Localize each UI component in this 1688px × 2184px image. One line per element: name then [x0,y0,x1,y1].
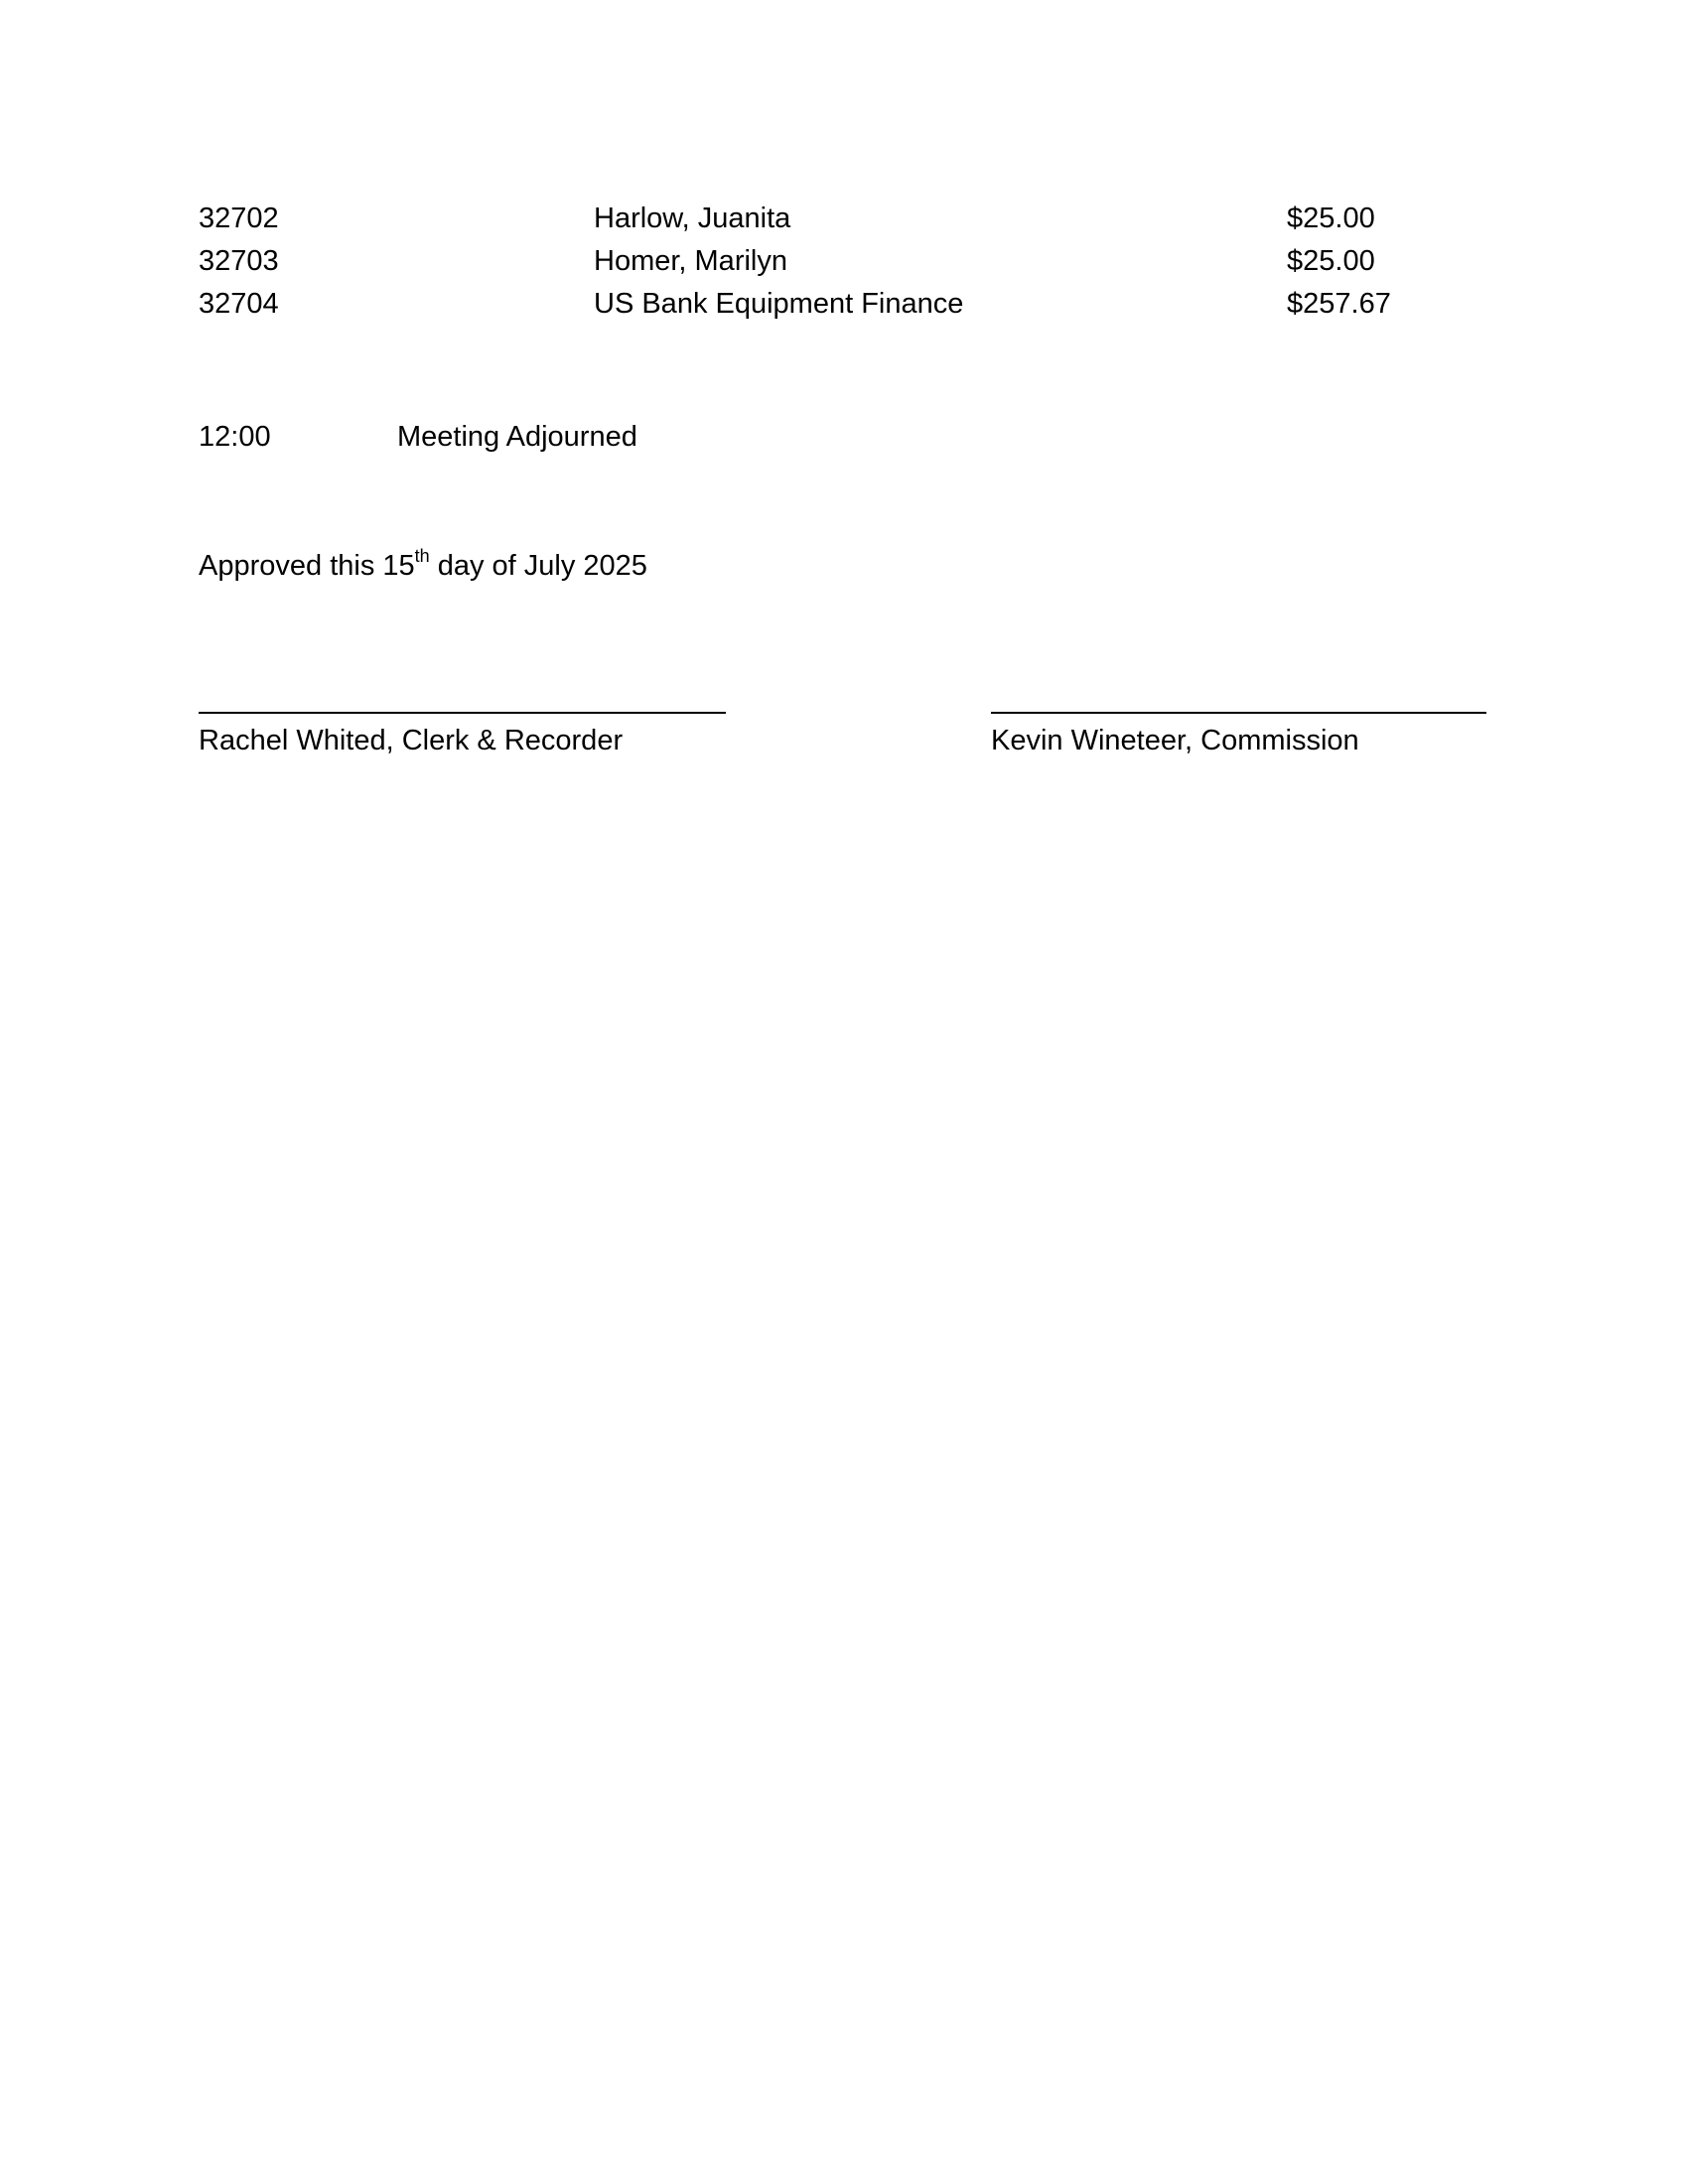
approval-ordinal-suffix: th [414,546,430,567]
claim-amount: $257.67 [1287,288,1391,320]
signature-line-commission [991,712,1486,714]
claim-number: 32703 [199,245,279,277]
approval-prefix: Approved this 15 [199,550,415,582]
signature-name-clerk: Rachel Whited, Clerk & Recorder [199,725,624,756]
table-row [199,201,1489,243]
table-row [199,243,1489,286]
adjournment-label: Meeting Adjourned [397,421,637,453]
table-row [199,286,1489,329]
claim-payee: US Bank Equipment Finance [594,288,964,320]
adjournment-time: 12:00 [199,421,271,453]
signature-name-commission: Kevin Wineteer, Commission [991,725,1359,756]
signature-line-clerk [199,712,726,714]
claim-payee: Harlow, Juanita [594,203,791,234]
claim-number: 32702 [199,203,279,234]
approval-suffix: day of July 2025 [429,550,647,582]
claim-number: 32704 [199,288,279,320]
claims-table [199,201,1489,329]
approval-statement [199,548,647,584]
claim-amount: $25.00 [1287,245,1375,277]
claim-amount: $25.00 [1287,203,1375,234]
claim-payee: Homer, Marilyn [594,245,787,277]
